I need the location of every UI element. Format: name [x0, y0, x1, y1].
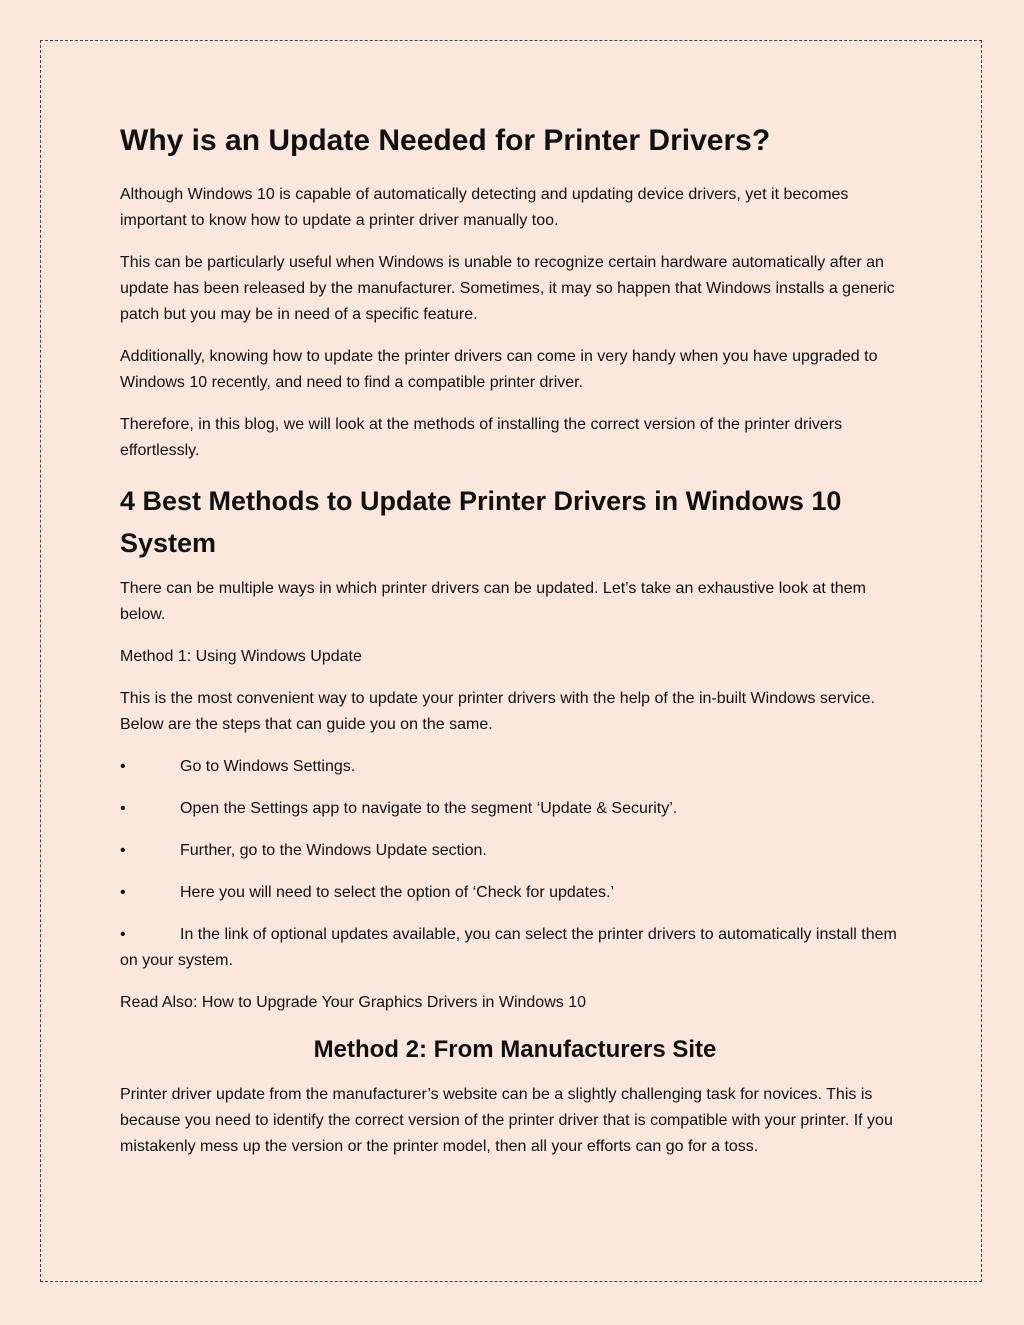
bullet-icon: •	[120, 884, 126, 901]
step-text: In the link of optional updates available, you can select the printer drivers to automatically install them on your system.	[120, 926, 897, 969]
bullet-icon: •	[120, 758, 126, 775]
document-content	[120, 118, 910, 1176]
heading-method2: Method 2: From Manufacturers Site	[313, 1036, 717, 1063]
intro-paragraph-3: Additionally, knowing how to update the printer drivers can come in very handy when you have upgraded to Windows 10 recently, and need to find a compatible printer driver.	[120, 348, 878, 391]
method2-description: Printer driver update from the manufacturer’s website can be a slightly challenging task for novices. This is because you need to identify the correct version of the printer driver that is compatible with your printer. If you mistakenly mess up the version or the printer model, then all your efforts can go for a toss.	[120, 1086, 893, 1155]
heading-why-update: Why is an Update Needed for Printer Drivers?	[120, 124, 771, 157]
methods-intro: There can be multiple ways in which printer drivers can be updated. Let’s take an exhaustive look at them below.	[120, 580, 866, 623]
step-item-2	[120, 796, 910, 822]
read-also-link[interactable]: Read Also: How to Upgrade Your Graphics Drivers in Windows 10	[120, 994, 586, 1011]
step-item-4	[120, 880, 910, 906]
bullet-icon: •	[120, 926, 126, 943]
method1-description: This is the most convenient way to update your printer drivers with the help of the in-built Windows service. Below are the steps that can guide you on the same.	[120, 690, 876, 733]
step-item-5	[120, 922, 910, 974]
step-text: Here you will need to select the option of ‘Check for updates.’	[180, 884, 615, 901]
heading-best-methods: 4 Best Methods to Update Printer Drivers in Windows 10 System	[120, 486, 842, 558]
bullet-icon: •	[120, 842, 126, 859]
step-text: Open the Settings app to navigate to the segment ‘Update & Security’.	[180, 800, 678, 817]
bullet-icon: •	[120, 800, 126, 817]
step-text: Go to Windows Settings.	[180, 758, 356, 775]
step-item-1	[120, 754, 910, 780]
step-text: Further, go to the Windows Update section.	[180, 842, 487, 859]
intro-paragraph-1: Although Windows 10 is capable of automatically detecting and updating device drivers, yet it becomes important to know how to update a printer driver manually too.	[120, 186, 849, 229]
method1-title: Method 1: Using Windows Update	[120, 648, 362, 665]
step-item-3	[120, 838, 910, 864]
intro-paragraph-2: This can be particularly useful when Windows is unable to recognize certain hardware automatically after an update has been released by the manufacturer. Sometimes, it may so happen that Windows installs a generic patch but you may be in need of a specific feature.	[120, 254, 895, 323]
intro-paragraph-4: Therefore, in this blog, we will look at the methods of installing the correct version of the printer drivers effortlessly.	[120, 416, 843, 459]
